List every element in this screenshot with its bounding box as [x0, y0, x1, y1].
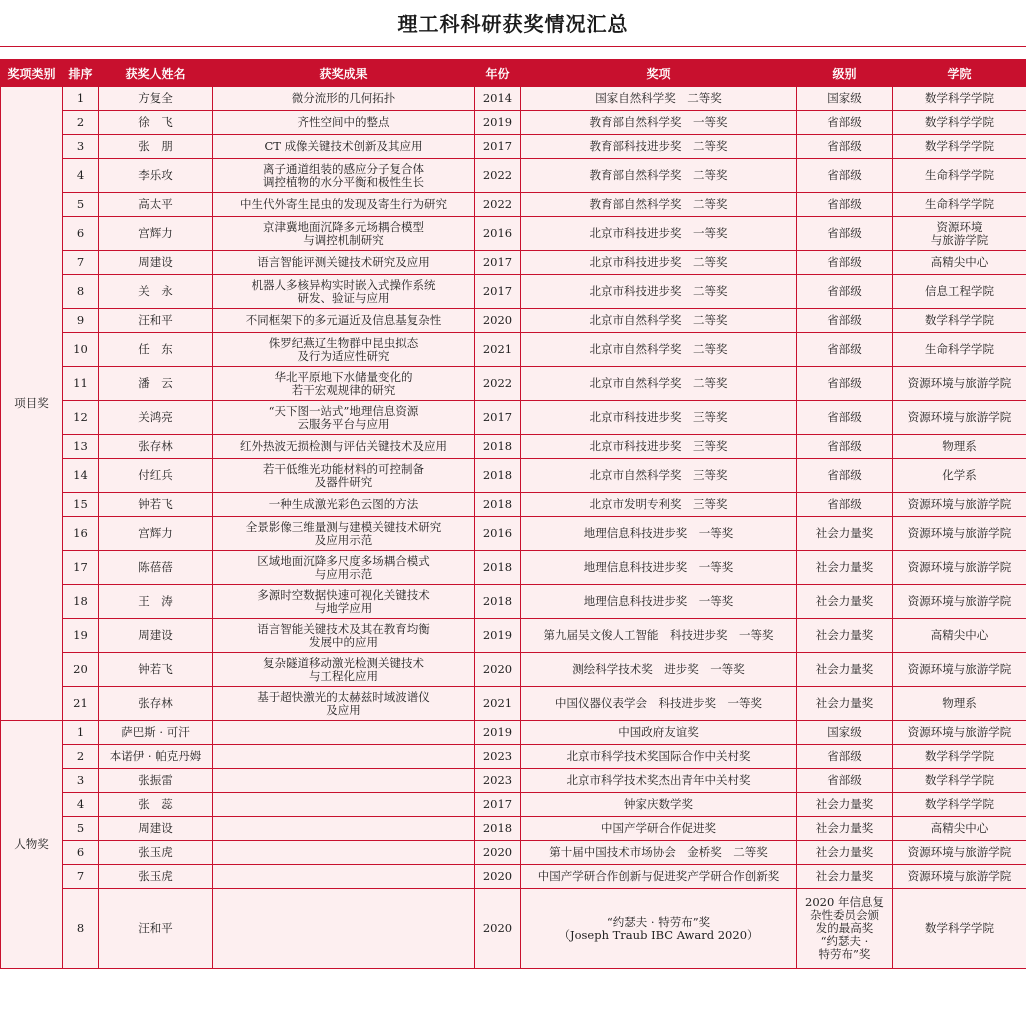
header-result: 获奖成果 [213, 60, 475, 87]
table-row [1, 841, 1026, 865]
winner-name-cell: 张玉虎 [99, 841, 213, 865]
achievement-cell: 多源时空数据快速可视化关键技术 与地学应用 [213, 585, 475, 619]
year-cell: 2016 [475, 517, 521, 551]
achievement-cell: 齐性空间中的整点 [213, 111, 475, 135]
table-row [1, 493, 1026, 517]
winner-name-cell: 周建设 [99, 251, 213, 275]
level-cell: 社会力量奖 [797, 585, 893, 619]
table-body [1, 87, 1026, 969]
college-cell: 数学科学学院 [893, 111, 1026, 135]
award-cell: 北京市自然科学奖 三等奖 [521, 459, 797, 493]
achievement-cell: 复杂隧道移动激光检测关键技术 与工程化应用 [213, 653, 475, 687]
college-cell: 资源环境与旅游学院 [893, 401, 1026, 435]
achievement-cell: 不同框架下的多元逼近及信息基复杂性 [213, 309, 475, 333]
rank-cell: 4 [63, 793, 99, 817]
award-cell: 北京市科学技术奖杰出青年中关村奖 [521, 769, 797, 793]
college-cell: 资源环境与旅游学院 [893, 721, 1026, 745]
award-cell: 中国仪器仪表学会 科技进步奖 一等奖 [521, 687, 797, 721]
college-cell: 数学科学学院 [893, 889, 1026, 969]
page-title: 理工科科研获奖情况汇总 [397, 12, 629, 36]
level-cell: 国家级 [797, 721, 893, 745]
rank-cell: 11 [63, 367, 99, 401]
achievement-cell: 若干低维光功能材料的可控制备 及器件研究 [213, 459, 475, 493]
rank-cell: 13 [63, 435, 99, 459]
winner-name-cell: 张 朋 [99, 135, 213, 159]
year-cell: 2019 [475, 619, 521, 653]
award-cell: 教育部自然科学奖 二等奖 [521, 193, 797, 217]
year-cell: 2018 [475, 435, 521, 459]
college-cell: 物理系 [893, 687, 1026, 721]
header-year: 年份 [475, 60, 521, 87]
year-cell: 2020 [475, 841, 521, 865]
rank-cell: 4 [63, 159, 99, 193]
achievement-cell [213, 721, 475, 745]
winner-name-cell: 潘 云 [99, 367, 213, 401]
college-cell: 数学科学学院 [893, 309, 1026, 333]
year-cell: 2020 [475, 653, 521, 687]
college-cell: 资源环境与旅游学院 [893, 865, 1026, 889]
achievement-cell: 中生代外寄生昆虫的发现及寄生行为研究 [213, 193, 475, 217]
college-cell: 生命科学学院 [893, 159, 1026, 193]
award-category-cell: 人物奖 [1, 721, 63, 969]
rank-cell: 5 [63, 817, 99, 841]
level-cell: 社会力量奖 [797, 865, 893, 889]
year-cell: 2014 [475, 87, 521, 111]
rank-cell: 12 [63, 401, 99, 435]
table-row [1, 619, 1026, 653]
achievement-cell: 语言智能关键技术及其在教育均衡 发展中的应用 [213, 619, 475, 653]
rank-cell: 9 [63, 309, 99, 333]
achievement-cell [213, 817, 475, 841]
level-cell: 省部级 [797, 275, 893, 309]
header-award: 奖项 [521, 60, 797, 87]
award-cell: 地理信息科技进步奖 一等奖 [521, 551, 797, 585]
header-level: 级别 [797, 60, 893, 87]
award-cell: 第十届中国技术市场协会 金桥奖 二等奖 [521, 841, 797, 865]
table-row [1, 865, 1026, 889]
winner-name-cell: 王 涛 [99, 585, 213, 619]
level-cell: 省部级 [797, 135, 893, 159]
table-row [1, 585, 1026, 619]
rank-cell: 3 [63, 135, 99, 159]
achievement-cell [213, 745, 475, 769]
winner-name-cell: 徐 飞 [99, 111, 213, 135]
table-row [1, 817, 1026, 841]
winner-name-cell: 周建设 [99, 619, 213, 653]
achievement-cell [213, 841, 475, 865]
rank-cell: 17 [63, 551, 99, 585]
award-cell: 北京市科技进步奖 三等奖 [521, 401, 797, 435]
winner-name-cell: 本诺伊 · 帕克丹姆 [99, 745, 213, 769]
college-cell: 资源环境与旅游学院 [893, 367, 1026, 401]
award-cell: 北京市科技进步奖 一等奖 [521, 217, 797, 251]
table-row [1, 459, 1026, 493]
winner-name-cell: 钟若飞 [99, 493, 213, 517]
year-cell: 2018 [475, 551, 521, 585]
level-cell: 省部级 [797, 159, 893, 193]
year-cell: 2018 [475, 493, 521, 517]
table-header-row [1, 60, 1026, 87]
award-cell: 教育部自然科学奖 二等奖 [521, 159, 797, 193]
winner-name-cell: 张存林 [99, 435, 213, 459]
achievement-cell: 华北平原地下水储量变化的 若干宏观规律的研究 [213, 367, 475, 401]
achievement-cell: 红外热波无损检测与评估关键技术及应用 [213, 435, 475, 459]
level-cell: 社会力量奖 [797, 619, 893, 653]
achievement-cell: 基于超快激光的太赫兹时域波谱仪 及应用 [213, 687, 475, 721]
rank-cell: 3 [63, 769, 99, 793]
award-cell: 第九届吴文俊人工智能 科技进步奖 一等奖 [521, 619, 797, 653]
winner-name-cell: 宫辉力 [99, 517, 213, 551]
header-category: 奖项类别 [1, 60, 63, 87]
level-cell: 省部级 [797, 745, 893, 769]
rank-cell: 6 [63, 841, 99, 865]
year-cell: 2019 [475, 721, 521, 745]
table-row [1, 745, 1026, 769]
award-cell: 北京市发明专利奖 三等奖 [521, 493, 797, 517]
year-cell: 2020 [475, 865, 521, 889]
rank-cell: 8 [63, 889, 99, 969]
year-cell: 2021 [475, 333, 521, 367]
winner-name-cell: 张 蕊 [99, 793, 213, 817]
table-row [1, 367, 1026, 401]
rank-cell: 15 [63, 493, 99, 517]
table-row [1, 517, 1026, 551]
college-cell: 高精尖中心 [893, 619, 1026, 653]
award-cell: 中国政府友谊奖 [521, 721, 797, 745]
table-row [1, 793, 1026, 817]
header-rank: 排序 [63, 60, 99, 87]
table-row [1, 217, 1026, 251]
achievement-cell: 语言智能评测关键技术研究及应用 [213, 251, 475, 275]
level-cell: 社会力量奖 [797, 653, 893, 687]
level-cell: 社会力量奖 [797, 687, 893, 721]
rank-cell: 21 [63, 687, 99, 721]
winner-name-cell: 高太平 [99, 193, 213, 217]
winner-name-cell: 张振雷 [99, 769, 213, 793]
college-cell: 数学科学学院 [893, 745, 1026, 769]
college-cell: 物理系 [893, 435, 1026, 459]
rank-cell: 7 [63, 251, 99, 275]
achievement-cell: 京津冀地面沉降多元场耦合模型 与调控机制研究 [213, 217, 475, 251]
college-cell: 资源环境与旅游学院 [893, 493, 1026, 517]
table-row [1, 653, 1026, 687]
table-row [1, 275, 1026, 309]
title-divider [0, 46, 1026, 47]
winner-name-cell: 关鸿亮 [99, 401, 213, 435]
rank-cell: 7 [63, 865, 99, 889]
achievement-cell [213, 793, 475, 817]
year-cell: 2017 [475, 251, 521, 275]
winner-name-cell: 陈蓓蓓 [99, 551, 213, 585]
winner-name-cell: 萨巴斯 · 可汗 [99, 721, 213, 745]
winner-name-cell: 钟若飞 [99, 653, 213, 687]
table-row [1, 435, 1026, 459]
award-cell: 中国产学研合作创新与促进奖产学研合作创新奖 [521, 865, 797, 889]
level-cell: 社会力量奖 [797, 841, 893, 865]
level-cell: 省部级 [797, 309, 893, 333]
award-cell: 教育部科技进步奖 二等奖 [521, 135, 797, 159]
level-cell: 省部级 [797, 459, 893, 493]
year-cell: 2018 [475, 585, 521, 619]
winner-name-cell: 关 永 [99, 275, 213, 309]
award-cell: 中国产学研合作促进奖 [521, 817, 797, 841]
award-cell: 北京市科学技术奖国际合作中关村奖 [521, 745, 797, 769]
year-cell: 2023 [475, 745, 521, 769]
table-row [1, 721, 1026, 745]
level-cell: 省部级 [797, 217, 893, 251]
level-cell: 省部级 [797, 111, 893, 135]
year-cell: 2017 [475, 275, 521, 309]
achievement-cell: CT 成像关键技术创新及其应用 [213, 135, 475, 159]
table-row [1, 135, 1026, 159]
achievement-cell: 离子通道组装的感应分子复合体 调控植物的水分平衡和极性生长 [213, 159, 475, 193]
achievement-cell: 微分流形的几何拓扑 [213, 87, 475, 111]
college-cell: 信息工程学院 [893, 275, 1026, 309]
rank-cell: 2 [63, 745, 99, 769]
level-cell: 社会力量奖 [797, 551, 893, 585]
college-cell: 高精尖中心 [893, 817, 1026, 841]
achievement-cell: 全景影像三维量测与建模关键技术研究 及应用示范 [213, 517, 475, 551]
award-cell: 北京市科技进步奖 二等奖 [521, 275, 797, 309]
winner-name-cell: 宫辉力 [99, 217, 213, 251]
rank-cell: 6 [63, 217, 99, 251]
winner-name-cell: 付红兵 [99, 459, 213, 493]
award-category-cell: 项目奖 [1, 87, 63, 721]
year-cell: 2022 [475, 367, 521, 401]
level-cell: 省部级 [797, 367, 893, 401]
award-cell: 钟家庆数学奖 [521, 793, 797, 817]
table-row [1, 309, 1026, 333]
college-cell: 化学系 [893, 459, 1026, 493]
achievement-cell [213, 865, 475, 889]
year-cell: 2020 [475, 889, 521, 969]
level-cell: 社会力量奖 [797, 793, 893, 817]
level-cell: 省部级 [797, 435, 893, 459]
winner-name-cell: 张存林 [99, 687, 213, 721]
winner-name-cell: 任 东 [99, 333, 213, 367]
level-cell: 省部级 [797, 769, 893, 793]
level-cell: 省部级 [797, 251, 893, 275]
table-row [1, 111, 1026, 135]
year-cell: 2016 [475, 217, 521, 251]
year-cell: 2023 [475, 769, 521, 793]
year-cell: 2018 [475, 459, 521, 493]
rank-cell: 2 [63, 111, 99, 135]
year-cell: 2020 [475, 309, 521, 333]
rank-cell: 1 [63, 721, 99, 745]
winner-name-cell: 汪和平 [99, 309, 213, 333]
year-cell: 2022 [475, 159, 521, 193]
rank-cell: 16 [63, 517, 99, 551]
year-cell: 2018 [475, 817, 521, 841]
college-cell: 高精尖中心 [893, 251, 1026, 275]
achievement-cell: “天下图一站式”地理信息资源 云服务平台与应用 [213, 401, 475, 435]
table-row [1, 87, 1026, 111]
winner-name-cell: 汪和平 [99, 889, 213, 969]
award-cell: “约瑟夫 · 特劳布”奖 （Joseph Traub IBC Award 2020） [521, 889, 797, 969]
college-cell: 数学科学学院 [893, 769, 1026, 793]
table-row [1, 159, 1026, 193]
award-cell: 测绘科学技术奖 进步奖 一等奖 [521, 653, 797, 687]
awards-table [0, 59, 1026, 969]
award-cell: 国家自然科学奖 二等奖 [521, 87, 797, 111]
achievement-cell: 一种生成激光彩色云图的方法 [213, 493, 475, 517]
winner-name-cell: 周建设 [99, 817, 213, 841]
achievement-cell [213, 889, 475, 969]
level-cell: 省部级 [797, 493, 893, 517]
award-cell: 教育部自然科学奖 一等奖 [521, 111, 797, 135]
rank-cell: 5 [63, 193, 99, 217]
table-row [1, 769, 1026, 793]
rank-cell: 20 [63, 653, 99, 687]
winner-name-cell: 张玉虎 [99, 865, 213, 889]
college-cell: 资源环境与旅游学院 [893, 551, 1026, 585]
award-cell: 北京市自然科学奖 二等奖 [521, 309, 797, 333]
level-cell: 省部级 [797, 193, 893, 217]
college-cell: 资源环境与旅游学院 [893, 841, 1026, 865]
achievement-cell: 侏罗纪燕辽生物群中昆虫拟态 及行为适应性研究 [213, 333, 475, 367]
year-cell: 2017 [475, 135, 521, 159]
college-cell: 生命科学学院 [893, 333, 1026, 367]
year-cell: 2017 [475, 401, 521, 435]
award-cell: 北京市自然科学奖 二等奖 [521, 367, 797, 401]
achievement-cell [213, 769, 475, 793]
table-row [1, 193, 1026, 217]
header-name: 获奖人姓名 [99, 60, 213, 87]
table-row [1, 551, 1026, 585]
header-college: 学院 [893, 60, 1026, 87]
award-cell: 北京市科技进步奖 三等奖 [521, 435, 797, 459]
college-cell: 数学科学学院 [893, 135, 1026, 159]
college-cell: 资源环境与旅游学院 [893, 517, 1026, 551]
winner-name-cell: 李乐攻 [99, 159, 213, 193]
award-cell: 地理信息科技进步奖 一等奖 [521, 517, 797, 551]
award-cell: 地理信息科技进步奖 一等奖 [521, 585, 797, 619]
year-cell: 2021 [475, 687, 521, 721]
level-cell: 社会力量奖 [797, 817, 893, 841]
winner-name-cell: 方复全 [99, 87, 213, 111]
year-cell: 2022 [475, 193, 521, 217]
college-cell: 生命科学学院 [893, 193, 1026, 217]
rank-cell: 18 [63, 585, 99, 619]
level-cell: 2020 年信息复 杂性委员会颁 发的最高奖 “约瑟夫 · 特劳布”奖 [797, 889, 893, 969]
table-row [1, 251, 1026, 275]
college-cell: 资源环境与旅游学院 [893, 653, 1026, 687]
table-row [1, 333, 1026, 367]
level-cell: 国家级 [797, 87, 893, 111]
rank-cell: 19 [63, 619, 99, 653]
table-row [1, 687, 1026, 721]
rank-cell: 14 [63, 459, 99, 493]
achievement-cell: 机器人多核异构实时嵌入式操作系统 研发、验证与应用 [213, 275, 475, 309]
award-cell: 北京市自然科学奖 二等奖 [521, 333, 797, 367]
level-cell: 省部级 [797, 333, 893, 367]
award-cell: 北京市科技进步奖 二等奖 [521, 251, 797, 275]
year-cell: 2017 [475, 793, 521, 817]
rank-cell: 1 [63, 87, 99, 111]
table-row [1, 889, 1026, 969]
college-cell: 数学科学学院 [893, 87, 1026, 111]
college-cell: 数学科学学院 [893, 793, 1026, 817]
table-row [1, 401, 1026, 435]
year-cell: 2019 [475, 111, 521, 135]
achievement-cell: 区域地面沉降多尺度多场耦合模式 与应用示范 [213, 551, 475, 585]
level-cell: 社会力量奖 [797, 517, 893, 551]
rank-cell: 10 [63, 333, 99, 367]
rank-cell: 8 [63, 275, 99, 309]
college-cell: 资源环境与旅游学院 [893, 585, 1026, 619]
college-cell: 资源环境 与旅游学院 [893, 217, 1026, 251]
level-cell: 省部级 [797, 401, 893, 435]
